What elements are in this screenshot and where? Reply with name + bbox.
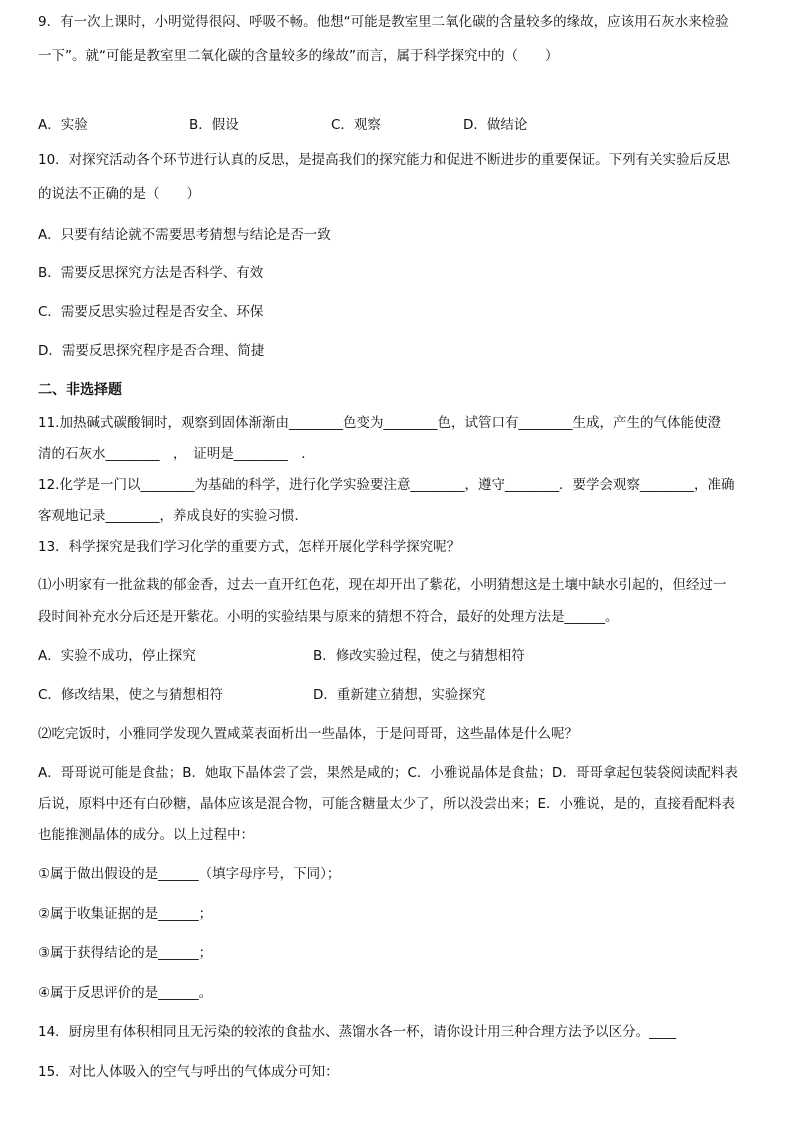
q9-stem-line1: 9．有一次上课时，小明觉得很闷、呼吸不畅。他想“可能是教室里二氧化碳的含量较多的缘故，应该用石灰水来检验 xyxy=(38,14,729,30)
q13-sub3: ③属于获得结论的是______； xyxy=(38,945,213,961)
q10-option-c: C．需要反思实验过程是否安全、环保 xyxy=(38,304,264,320)
q13-sub4: ④属于反思评价的是______。 xyxy=(38,985,213,1001)
q12-line1: 12.化学是一门以________为基础的科学，进行化学实验要注意________，遵守________．要学会观察________，准确 xyxy=(38,477,735,493)
q10-option-d: D．需要反思探究程序是否合理、简捷 xyxy=(38,343,265,359)
q13-part2-line2: 后说，原料中还有白砂糖，晶体应该是混合物，可能含糖量太少了，所以没尝出来；E．小雅说，是的，直接看配料表 xyxy=(38,796,736,812)
q14-line1: 14．厨房里有体积相同且无污染的较浓的食盐水、蒸馏水各一杯，请你设计用三种合理方法予以区分。____ xyxy=(38,1024,677,1040)
q9-option-d: D．做结论 xyxy=(463,117,528,133)
q11-line2: 清的石灰水________ ， 证明是________ . xyxy=(38,446,306,462)
q13-part1-option-a: A．实验不成功，停止探究 xyxy=(38,648,196,664)
q10-stem-line2: 的说法不正确的是（ ） xyxy=(38,186,200,202)
q12-line2: 客观地记录________，养成良好的实验习惯． xyxy=(38,508,308,524)
q13-part2-line3: 也能推测晶体的成分。以上过程中： xyxy=(38,827,254,843)
q9-option-c: C．观察 xyxy=(331,117,381,133)
q13-part1-line1: ⑴小明家有一批盆栽的郁金香，过去一直开红色花，现在却开出了紫花，小明猜想这是土壤中缺水引起的，但经过一 xyxy=(38,577,727,593)
q13-sub1: ①属于做出假设的是______（填字母序号，下同）； xyxy=(38,866,341,882)
q13-part2-line1: A．哥哥说可能是食盐；B．她取下晶体尝了尝，果然是咸的；C．小雅说晶体是食盐；D．哥哥拿起包装袋阅读配料表 xyxy=(38,765,738,781)
q11-line1: 11.加热碱式碳酸铜时，观察到固体渐渐由________色变为________色，试管口有________生成，产生的气体能使澄 xyxy=(38,415,721,431)
q9-option-b: B．假设 xyxy=(189,117,239,133)
q13-part2-stem: ⑵吃完饭时，小雅同学发现久置咸菜表面析出一些晶体，于是问哥哥，这些晶体是什么呢？ xyxy=(38,726,578,742)
q13-part1-line2: 段时间补充水分后还是开紫花。小明的实验结果与原来的猜想不符合，最好的处理方法是______。 xyxy=(38,609,619,625)
q15-line1: 15．对比人体吸入的空气与呼出的气体成分可知： xyxy=(38,1064,339,1080)
q10-stem-line1: 10．对探究活动各个环节进行认真的反思，是提高我们的探究能力和促进不断进步的重要保证。下列有关实验后反思 xyxy=(38,152,731,168)
q13-sub2: ②属于收集证据的是______； xyxy=(38,906,213,922)
q9-stem-line2: 一下”。就“可能是教室里二氧化碳的含量较多的缘故”而言，属于科学探究中的（ ） xyxy=(38,48,559,64)
q10-option-a: A．只要有结论就不需要思考猜想与结论是否一致 xyxy=(38,227,331,243)
q13-stem: 13．科学探究是我们学习化学的重要方式，怎样开展化学科学探究呢？ xyxy=(38,539,461,555)
section-title-nonchoice: 二、非选择题 xyxy=(38,382,122,398)
q13-part1-option-d: D．重新建立猜想，实验探究 xyxy=(313,687,486,703)
q13-part1-option-c: C．修改结果，使之与猜想相符 xyxy=(38,687,223,703)
q13-part1-option-b: B．修改实验过程，使之与猜想相符 xyxy=(313,648,525,664)
q10-option-b: B．需要反思探究方法是否科学、有效 xyxy=(38,265,264,281)
q9-option-a: A．实验 xyxy=(38,117,88,133)
